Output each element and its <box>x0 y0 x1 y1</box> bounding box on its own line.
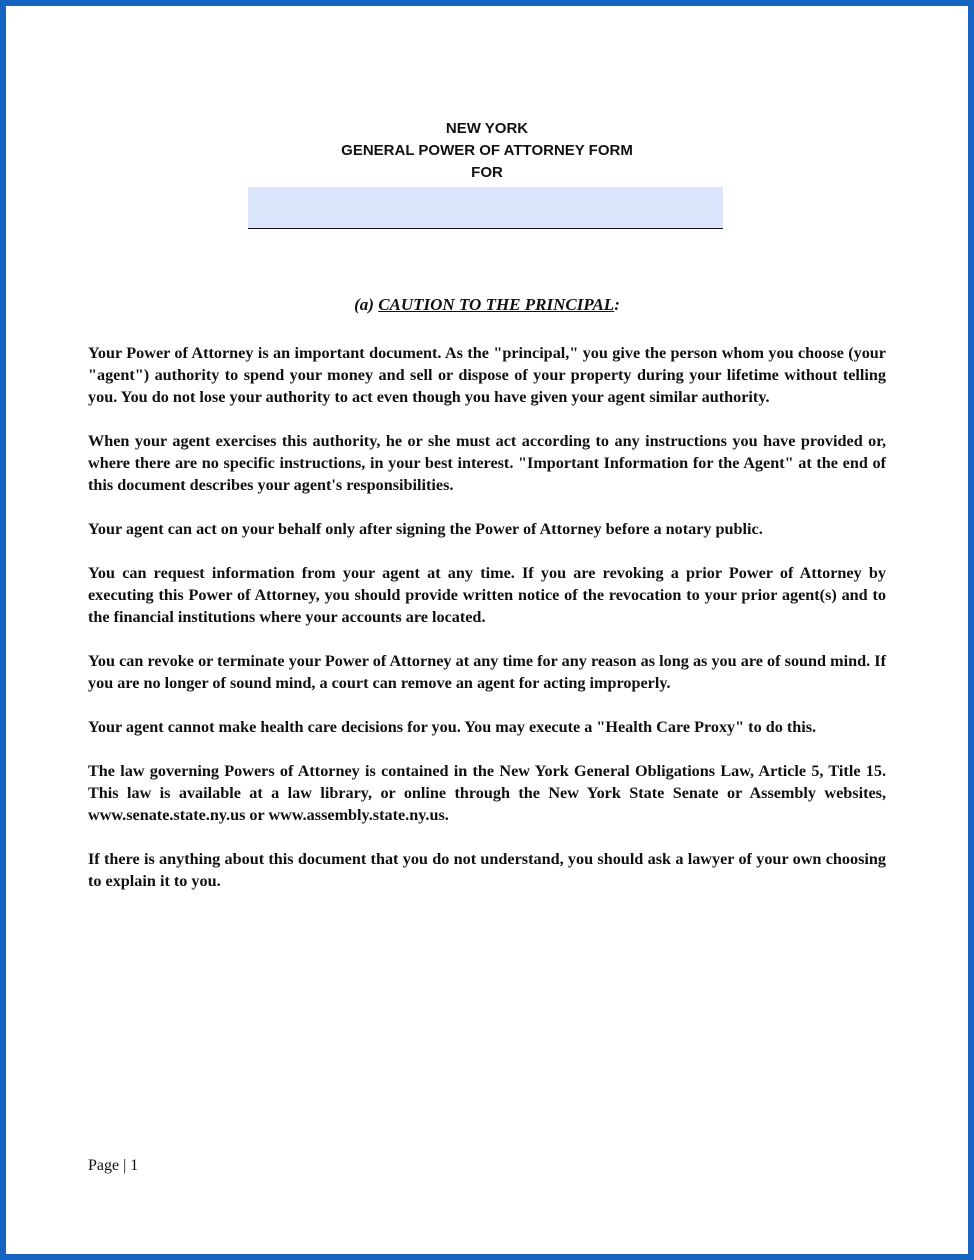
paragraph-revoke-terminate: You can revoke or terminate your Power of Attorney at any time for any reason as long as you are of sound mind. If you are no longer of sound mind, a court can remove an agent for acting improperly. <box>88 652 886 692</box>
paragraph-notary: Your agent can act on your behalf only after signing the Power of Attorney before a notary public. <box>88 520 763 538</box>
caution-heading <box>6 295 968 315</box>
title-form-name: GENERAL POWER OF ATTORNEY FORM <box>341 142 633 159</box>
caution-suffix: : <box>614 295 620 314</box>
form-title <box>6 118 968 184</box>
caution-body <box>88 342 886 914</box>
caution-prefix: (a) <box>354 295 379 314</box>
document-page <box>6 6 968 1254</box>
principal-name-field[interactable] <box>248 187 723 229</box>
paragraph-importance: Your Power of Attorney is an important document. As the "principal," you give the person whom you choose (your "agent") authority to spend your money and sell or dispose of your property during your lifetime without telling you. You do not lose your authority to act even though you have given your agent similar authority. <box>88 344 886 406</box>
paragraph-agent-duty: When your agent exercises this authority, he or she must act according to any instructions you have provided or, where there are no specific instructions, in your best interest. "Important Information for the Agent" at the end of this document describes your agent's responsibilities. <box>88 432 886 494</box>
paragraph-revocation-notice: You can request information from your agent at any time. If you are revoking a prior Power of Attorney by executing this Power of Attorney, you should provide written notice of the revocation to your prior agent(s) and to the financial institutions where your accounts are located. <box>88 564 886 626</box>
caution-title: CAUTION TO THE PRINCIPAL <box>378 295 615 314</box>
page-number: Page | 1 <box>88 1157 139 1174</box>
paragraph-ask-lawyer: If there is anything about this document that you do not understand, you should ask a lawyer of your own choosing to explain it to you. <box>88 850 886 890</box>
paragraph-health-care: Your agent cannot make health care decisions for you. You may execute a "Health Care Proxy" to do this. <box>88 718 817 736</box>
title-state: NEW YORK <box>445 120 529 137</box>
paragraph-governing-law: The law governing Powers of Attorney is contained in the New York General Obligations Law, Article 5, Title 15. This law is available at a law library, or online through the New York State Senate or Assembly websites, www.senate.state.ny.us or www.assembly.state.ny.us. <box>88 762 886 824</box>
title-for: FOR <box>471 164 503 181</box>
